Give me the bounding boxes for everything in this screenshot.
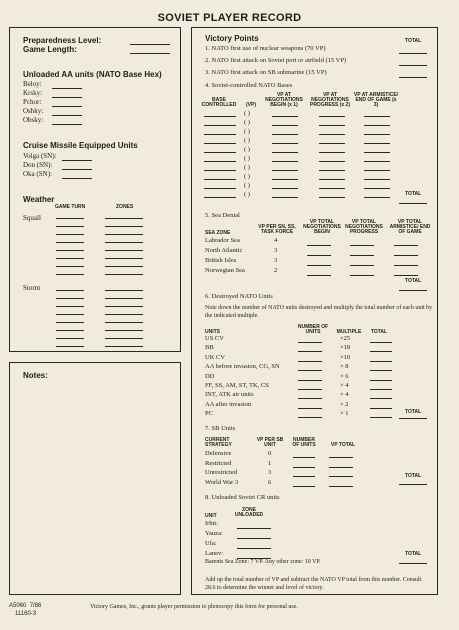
sea-vp-value: 3 (274, 257, 278, 264)
base-vp-paren: ( ) (244, 146, 250, 153)
sb-header: VP TOTAL (330, 442, 356, 448)
missile-unit-field[interactable] (62, 169, 92, 170)
game-turn-header: GAME TURN (55, 204, 86, 210)
aa-unit-field[interactable] (52, 124, 82, 125)
destroyed-unit-label: US CV (205, 335, 224, 342)
base-vp-paren: ( ) (244, 191, 250, 198)
bases-total-field[interactable] (399, 203, 427, 204)
cr-header: UNIT (205, 513, 217, 519)
destroyed-total-row-field[interactable] (370, 408, 392, 409)
zones-header: ZONES (116, 204, 134, 210)
weather-turn-field[interactable] (56, 274, 84, 275)
aa-unit-label: Krsky: (23, 89, 43, 97)
base-negotiations-begin-field[interactable] (272, 125, 298, 126)
weather-title: Weather (23, 195, 55, 204)
base-armistice-field[interactable] (364, 152, 390, 153)
weather-zone-field[interactable] (105, 290, 143, 291)
base-armistice-field[interactable] (364, 170, 390, 171)
destroyed-count-field[interactable] (298, 361, 322, 362)
sea-vp-value: 2 (274, 267, 278, 274)
sea-armistice-field[interactable] (394, 255, 418, 256)
base-armistice-field[interactable] (364, 134, 390, 135)
sea-begin-field[interactable] (307, 245, 331, 246)
sea-begin-field[interactable] (307, 275, 331, 276)
sea-vp-value: 4 (274, 237, 278, 244)
total-label: TOTAL (405, 551, 422, 557)
sea-header: VP TOTAL NEGOTIATIONS BEGIN (303, 219, 341, 235)
aa-unit-field[interactable] (52, 88, 82, 89)
destroyed-count-field[interactable] (298, 408, 322, 409)
destroyed-header: NUMBER OF UNITS (297, 324, 329, 335)
sb-strategy-label: Defensive (205, 450, 232, 457)
missile-unit-label: Volga (SN): (23, 152, 57, 160)
weather-zone-field[interactable] (105, 314, 143, 315)
weather-zone-field[interactable] (105, 218, 143, 219)
weather-zone-field[interactable] (105, 330, 143, 331)
sb-count-field[interactable] (293, 476, 315, 477)
total-label: TOTAL (405, 278, 422, 284)
destroyed-unit-label: AA after invasion (205, 400, 252, 408)
weather-zone-field[interactable] (105, 346, 143, 347)
weather-turn-field[interactable] (56, 298, 84, 299)
sea-header: VP PER SN, SS, TASK FORCE (258, 224, 296, 235)
cr-unit-label: Ufa: (205, 540, 217, 547)
bases-header: VP AT NEGOTIATIONS PROGRESS (x 2) (309, 92, 350, 108)
setup-panel (9, 27, 181, 352)
base-negotiations-progress-field[interactable] (319, 188, 345, 189)
base-negotiations-begin-field[interactable] (272, 152, 298, 153)
weather-zone-field[interactable] (105, 274, 143, 275)
destroyed-count-field[interactable] (298, 342, 322, 343)
destroyed-total-row-field[interactable] (370, 370, 392, 371)
bases-header: VP AT NEGOTIATIONS BEGIN (x 1) (265, 92, 303, 108)
destroyed-unit-label: UK CV (205, 353, 226, 361)
base-negotiations-progress-field[interactable] (319, 116, 345, 117)
weather-zone-field[interactable] (105, 338, 143, 339)
total-label: TOTAL (405, 409, 422, 415)
destroyed-count-field[interactable] (298, 389, 322, 390)
cr-zone-field[interactable] (237, 548, 271, 549)
destroyed-count-field[interactable] (298, 370, 322, 371)
destroyed-unit-label: FF, SS, AM, ST, TK, CS (205, 382, 269, 389)
base-armistice-field[interactable] (364, 143, 390, 144)
base-controlled-field[interactable] (204, 179, 236, 180)
base-negotiations-begin-field[interactable] (272, 161, 298, 162)
destroyed-multiple: × 4 (340, 382, 349, 389)
destroyed-header: MULTIPLE (336, 329, 362, 335)
base-vp-paren: ( ) (244, 119, 250, 126)
form-code: A5060 (9, 603, 27, 609)
destroyed-multiple: × 8 (340, 363, 349, 371)
base-negotiations-begin-field[interactable] (272, 188, 298, 189)
weather-turn-field[interactable] (56, 258, 84, 259)
sb-vp-total-field[interactable] (329, 467, 353, 468)
base-controlled-field[interactable] (204, 197, 236, 198)
sb-header: CURRENT STRATEGY (205, 437, 232, 448)
base-vp-paren: ( ) (244, 128, 250, 135)
base-controlled-field[interactable] (204, 161, 236, 162)
weather-zone-field[interactable] (105, 226, 143, 227)
storm-label: Storm (23, 284, 41, 292)
footer-permission: Victory Games, Inc., grants player permission to photocopy this form for personal use. (90, 604, 298, 610)
base-controlled-field[interactable] (204, 125, 236, 126)
sea-header: VP TOTAL ARMISTICE/ END OF GAME (389, 219, 431, 235)
weather-zone-field[interactable] (105, 306, 143, 307)
weather-turn-field[interactable] (56, 330, 84, 331)
sea-progress-field[interactable] (350, 275, 374, 276)
sea-zone-label: North Atlantic (205, 247, 243, 254)
destroyed-unit-label: INT, ATK air units (205, 391, 254, 399)
preparedness-label: Preparedness Level: (23, 36, 102, 45)
sb-vp-value: 6 (268, 478, 272, 486)
sb-vp-value: 1 (268, 459, 272, 467)
victory-points-title: Victory Points (205, 34, 259, 43)
cr-units-title: 8. Unloaded Soviet CR units (205, 494, 280, 501)
weather-zone-field[interactable] (105, 266, 143, 267)
weather-turn-field[interactable] (56, 346, 84, 347)
destroyed-count-field[interactable] (298, 351, 322, 352)
weather-turn-field[interactable] (56, 314, 84, 315)
weather-turn-field[interactable] (56, 290, 84, 291)
aa-unit-label: Obsky: (23, 116, 44, 124)
destroyed-unit-label: BB (205, 344, 214, 352)
destroyed-count-field[interactable] (298, 398, 322, 399)
missile-unit-field[interactable] (62, 160, 92, 161)
destroyed-total-row-field[interactable] (370, 342, 392, 343)
base-negotiations-progress-field[interactable] (319, 161, 345, 162)
destroyed-units-note: Note down the number of NATO units destroyed and multiply the total number of each unit by the indicated multiple. (205, 305, 433, 319)
sb-header: NUMBER OF UNITS (292, 437, 316, 448)
sb-strategy-label: Unrestricted (205, 469, 238, 476)
weather-zone-field[interactable] (105, 298, 143, 299)
sb-count-field[interactable] (293, 486, 315, 487)
base-armistice-field[interactable] (364, 188, 390, 189)
sea-denial-title: 5. Sea Denial (205, 212, 240, 219)
base-negotiations-progress-field[interactable] (319, 152, 345, 153)
destroyed-unit-label: AA before invasion, CG, SN (205, 363, 280, 371)
base-controlled-field[interactable] (204, 152, 236, 153)
sea-armistice-field[interactable] (394, 245, 418, 246)
sea-begin-field[interactable] (307, 265, 331, 266)
sea-progress-field[interactable] (350, 245, 374, 246)
final-note: Add up the total number of VP and subtract the NATO VP total from this number. Consult 28.6 to determine the winner and level of victory. (205, 577, 422, 591)
base-negotiations-progress-field[interactable] (319, 125, 345, 126)
game-length-label: Game Length: (23, 45, 77, 54)
sb-count-field[interactable] (293, 467, 315, 468)
weather-turn-field[interactable] (56, 226, 84, 227)
base-negotiations-begin-field[interactable] (272, 143, 298, 144)
sea-progress-field[interactable] (350, 255, 374, 256)
destroyed-multiple: ×25 (340, 335, 351, 342)
total-label: TOTAL (405, 38, 422, 44)
aa-unit-field[interactable] (52, 97, 82, 98)
base-negotiations-begin-field[interactable] (272, 134, 298, 135)
cr-zone-field[interactable] (237, 528, 271, 529)
weather-turn-field[interactable] (56, 338, 84, 339)
destroyed-header: UNITS (205, 329, 220, 335)
base-negotiations-progress-field[interactable] (319, 134, 345, 135)
base-negotiations-progress-field[interactable] (319, 143, 345, 144)
destroyed-multiple: × 4 (340, 391, 349, 399)
vp-total-field[interactable] (399, 77, 427, 78)
destroyed-total-row-field[interactable] (370, 398, 392, 399)
footer-code2: 11160-3 (15, 611, 37, 617)
footer-code (9, 603, 41, 609)
sea-begin-field[interactable] (307, 255, 331, 256)
sea-armistice-field[interactable] (394, 275, 418, 276)
sea-zone-label: Norwegian Sea (205, 267, 245, 274)
base-negotiations-progress-field[interactable] (319, 170, 345, 171)
aa-unit-label: Beloy: (23, 80, 42, 88)
sb-header: VP PER SB UNIT (256, 437, 284, 448)
destroyed-total-row-field[interactable] (370, 389, 392, 390)
total-label: TOTAL (405, 473, 422, 479)
sb-vp-total-field[interactable] (329, 457, 353, 458)
sb-count-field[interactable] (293, 457, 315, 458)
bases-header: BASE CONTROLLED (201, 97, 237, 108)
weather-turn-field[interactable] (56, 234, 84, 235)
sb-strategy-label: World War 3 (205, 478, 239, 486)
base-vp-paren: ( ) (244, 164, 250, 171)
squall-label: Squall (23, 214, 41, 222)
base-armistice-field[interactable] (364, 179, 390, 180)
base-vp-paren: ( ) (244, 182, 250, 189)
notes-title: Notes: (23, 371, 48, 380)
vp-item-sb-attack: 3. NATO first attack on SB submarine (15 VP) (205, 69, 327, 76)
base-armistice-field[interactable] (364, 116, 390, 117)
missile-unit-label: Oka (SN): (23, 170, 52, 178)
destroyed-count-field[interactable] (298, 380, 322, 381)
vp-item-nuclear: 1. NATO first use of nuclear weapons (70 VP) (205, 45, 326, 52)
base-controlled-field[interactable] (204, 188, 236, 189)
base-negotiations-begin-field[interactable] (272, 116, 298, 117)
vp-item-bases: 4. Soviet-controlled NATO Bases (205, 82, 293, 89)
sb-vp-total-field[interactable] (329, 476, 353, 477)
page-title: SOVIET PLAYER RECORD (157, 12, 302, 24)
destroyed-total-row-field[interactable] (370, 417, 392, 418)
base-negotiations-progress-field[interactable] (319, 197, 345, 198)
sb-vp-total-field[interactable] (329, 486, 353, 487)
sea-zone-label: Labrador Sea (205, 237, 240, 244)
base-controlled-field[interactable] (204, 143, 236, 144)
weather-turn-field[interactable] (56, 218, 84, 219)
base-vp-paren: ( ) (244, 137, 250, 144)
base-negotiations-begin-field[interactable] (272, 197, 298, 198)
sea-vp-value: 3 (274, 247, 278, 254)
sb-vp-value: 3 (268, 469, 272, 476)
destroyed-header: TOTAL (370, 329, 388, 335)
weather-zone-field[interactable] (105, 250, 143, 251)
sea-armistice-field[interactable] (394, 265, 418, 266)
destroyed-units-title: 6. Destroyed NATO Units (205, 293, 273, 300)
base-vp-paren: ( ) (244, 155, 250, 162)
destroyed-multiple: × 1 (340, 410, 349, 418)
notes-panel[interactable] (9, 362, 181, 595)
base-armistice-field[interactable] (364, 161, 390, 162)
base-controlled-field[interactable] (204, 116, 236, 117)
weather-turn-field[interactable] (56, 266, 84, 267)
cr-total-field[interactable] (399, 563, 427, 564)
sea-header: VP TOTAL NEGOTIATIONS PROGRESS (345, 219, 383, 235)
weather-turn-field[interactable] (56, 322, 84, 323)
vp-item-port-attack: 2. NATO first attack on Soviet port or airfield (15 VP) (205, 57, 347, 64)
cruise-missile-title: Cruise Missile Equipped Units (23, 141, 138, 150)
destroyed-total-row-field[interactable] (370, 361, 392, 362)
cr-zone-field[interactable] (237, 558, 271, 559)
game-length-field[interactable] (130, 53, 170, 54)
weather-turn-field[interactable] (56, 250, 84, 251)
destroyed-total-field[interactable] (399, 418, 427, 419)
destroyed-multiple: × 6 (340, 372, 349, 380)
base-armistice-field[interactable] (364, 125, 390, 126)
base-negotiations-begin-field[interactable] (272, 170, 298, 171)
sea-progress-field[interactable] (350, 265, 374, 266)
form-date: 7/86 (29, 603, 42, 609)
vp-total-field[interactable] (399, 65, 427, 66)
weather-turn-field[interactable] (56, 242, 84, 243)
sb-units-title: 7. SB Units (205, 425, 236, 432)
destroyed-multiple: × 2 (340, 400, 349, 408)
weather-zone-field[interactable] (105, 234, 143, 235)
destroyed-multiple: ×18 (340, 344, 351, 352)
barents-note: Barents Sea Zone: 7 VP. Any other zone: 10 VP. (205, 559, 321, 565)
weather-zone-field[interactable] (105, 242, 143, 243)
preparedness-field[interactable] (130, 44, 170, 45)
weather-zone-field[interactable] (105, 258, 143, 259)
cr-unit-label: Lanev: (205, 550, 224, 557)
aa-unit-field[interactable] (52, 106, 82, 107)
base-vp-paren: ( ) (244, 173, 250, 180)
total-label: TOTAL (405, 191, 422, 197)
sb-total-field[interactable] (399, 484, 427, 485)
destroyed-unit-label: PC (205, 410, 213, 418)
destroyed-total-row-field[interactable] (370, 351, 392, 352)
base-vp-paren: ( ) (244, 110, 250, 117)
aa-unit-field[interactable] (52, 115, 82, 116)
base-negotiations-progress-field[interactable] (319, 179, 345, 180)
aa-units-title: Unloaded AA units (NATO Base Hex) (23, 70, 162, 79)
sea-total-field[interactable] (399, 290, 427, 291)
missile-unit-label: Don (SN): (23, 161, 53, 169)
base-negotiations-begin-field[interactable] (272, 179, 298, 180)
victory-points-panel (191, 27, 438, 595)
destroyed-unit-label: DD (205, 372, 215, 380)
destroyed-multiple: ×10 (340, 353, 351, 361)
aa-unit-label: Oshky: (23, 107, 44, 115)
cr-unit-label: Yauza: (205, 530, 223, 537)
base-controlled-field[interactable] (204, 170, 236, 171)
destroyed-count-field[interactable] (298, 417, 322, 418)
cr-zone-field[interactable] (237, 538, 271, 539)
bases-header: (VP) (246, 102, 256, 108)
vp-total-field[interactable] (399, 53, 427, 54)
sea-zone-label: British Isles (205, 257, 237, 264)
cr-header: ZONE UNLOADED (234, 507, 264, 518)
missile-unit-field[interactable] (62, 178, 92, 179)
cr-unit-label: Irbit: (205, 520, 218, 527)
base-controlled-field[interactable] (204, 134, 236, 135)
base-armistice-field[interactable] (364, 197, 390, 198)
weather-zone-field[interactable] (105, 322, 143, 323)
aa-unit-label: Pchor: (23, 98, 42, 106)
sea-header: SEA ZONE (205, 230, 231, 236)
weather-turn-field[interactable] (56, 306, 84, 307)
bases-header: VP AT ARMISTICE/ END OF GAME (x 3) (353, 92, 399, 108)
sb-vp-value: 0 (268, 450, 272, 457)
destroyed-total-row-field[interactable] (370, 380, 392, 381)
sb-strategy-label: Restricted (205, 459, 232, 467)
